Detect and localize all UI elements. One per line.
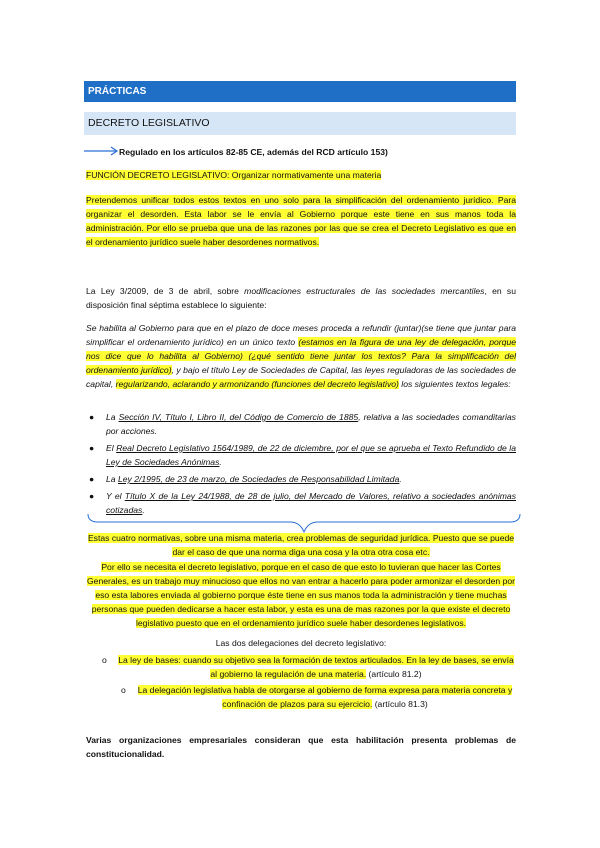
quote-paragraph xyxy=(86,321,516,391)
quote-s1: Se habilita al Gobierno para que en el plazo de doce meses proceda a refundir (juntar)(se tiene que juntar para simplificar el ordenamiento jurídico) en un único texto xyxy=(86,323,516,347)
item-reference: Real Decreto Legislativo 1564/1989, de 22 de diciembre, por el que se aprueba el Texto Refundido de la Ley de Sociedades Anónimas xyxy=(106,443,516,467)
quote-s4: regularizando, aclarando y armonizando (funciones del decreto legislativo) xyxy=(115,379,399,389)
section-title: PRÁCTICAS xyxy=(88,86,147,97)
law-intro-a: La Ley 3/2009, de 3 de abril, sobre xyxy=(86,286,245,296)
law-intro-title: modificaciones estructurales de las sociedades mercantiles xyxy=(244,286,485,296)
function-text: FUNCIÓN DECRETO LEGISLATIVO: Organizar normativamente una materia xyxy=(86,170,382,180)
delegation-marker-2: o xyxy=(121,685,126,695)
bullet-icon: ● xyxy=(89,412,95,422)
delegation-marker-1: o xyxy=(102,655,107,665)
bullet-icon: ● xyxy=(89,491,95,501)
item-suffix: . xyxy=(219,457,222,467)
note-four-text: Estas cuatro normativas, sobre una misma materia, crea problemas de seguridad jurídica. Puesto que se puede dar el caso de que una norma diga una cosa y la otra otra cosa etc. xyxy=(87,533,515,557)
note-four-laws xyxy=(86,531,516,559)
note-need-decree xyxy=(86,560,516,630)
bullet-icon: ● xyxy=(89,474,95,484)
item-suffix: , relativa a las sociedades comanditarias por acciones. xyxy=(106,412,516,436)
purpose-text: Pretendemos unificar todos estos textos en uno solo para la simplificación del ordenamiento jurídico. Para organizar el desorden. Esta labor se le envía al Gobierno porque este tiene en sus manos toda la administración. Por ello se prueba que una de las razones por las que se crea el Decreto Legislativo es que en el ordenamiento jurídico suele haber desordenes normativos. xyxy=(86,195,516,247)
item-reference: Título X de la Ley 24/1988, de 28 de julio, del Mercado de Valores, relativo a sociedades anónimas cotizadas xyxy=(106,491,516,515)
item-prefix: La xyxy=(106,474,118,484)
subtitle: DECRETO LEGISLATIVO xyxy=(88,117,210,129)
item-prefix: La xyxy=(106,412,119,422)
delegations-title: Las dos delegaciones del decreto legislativo: xyxy=(215,638,387,648)
purpose-paragraph xyxy=(86,193,516,249)
list-item xyxy=(86,410,516,438)
quote-s2: (estamos en la figura de una ley de delegación, porque nos dice que lo habilita al Gobierno) (¿qué sentido tiene juntar los textos? Para la simplificación del ordenamiento jurídico) xyxy=(86,337,517,375)
arrow-annotation-icon xyxy=(82,144,122,158)
bullet-icon: ● xyxy=(89,443,95,453)
delegation-1-text: La ley de bases: cuando su objetivo sea la formación de textos articulados. En la ley de bases, se envía al gobierno la regulación de una materia. xyxy=(118,655,514,679)
closing-paragraph: Varias organizaciones empresariales consideran que esta habilitación presenta problemas de constitucionalidad. xyxy=(86,735,516,759)
item-reference: Ley 2/1995, de 23 de marzo, de Sociedades de Responsabilidad Limitada xyxy=(117,474,400,484)
law-intro-c: , en su disposición final séptima establece lo siguiente: xyxy=(86,286,516,310)
subtitle-bar xyxy=(84,112,516,135)
item-prefix: Y el xyxy=(106,491,125,501)
delegation-item-1 xyxy=(116,653,516,681)
item-suffix: . xyxy=(142,505,145,515)
delegation-2-ref: (artículo 81.3) xyxy=(374,699,428,709)
item-reference: Sección IV, Título I, Libro II, del Código de Comercio de 1885 xyxy=(118,412,359,422)
quote-s5: los siguientes textos legales: xyxy=(398,379,511,389)
function-line xyxy=(86,168,516,182)
legal-texts-list xyxy=(86,410,516,520)
list-item xyxy=(86,472,516,486)
quote-s3: , y bajo el título Ley de Sociedades de Capital, las leyes reguladoras de las sociedades de capital, xyxy=(86,365,516,389)
item-suffix: . xyxy=(399,474,402,484)
item-prefix: El xyxy=(106,443,117,453)
law-intro-paragraph xyxy=(86,284,516,312)
delegation-item-2 xyxy=(135,683,515,711)
regulated-line: Regulado en los artículos 82-85 CE, además del RCD artículo 153) xyxy=(119,147,388,157)
note-need-text: Por ello se necesita el decreto legislativo, porque en el caso de que esto lo tuvieran que hacer las Cortes Generales, es un trabajo muy minucioso que ellos no van entrar a hacerlo para poder armonizar el desorden por eso esta labores enviada al gobierno porque éste tiene en sus manos toda la administración y tiene muchas personas que pueden dedicarse a hacer esta labor, y esta es una de mas razones por la que existe el decreto legislativo puesto que en el ordenamiento jurídico suele haber desordenes legislativos. xyxy=(86,562,516,628)
section-title-bar xyxy=(84,81,516,102)
list-item xyxy=(86,441,516,469)
delegation-2-text: La delegación legislativa habla de otorgarse al gobierno de forma expresa para materia concreta y confinación de plazos para su ejercicio. xyxy=(137,685,513,709)
delegation-1-ref: (artículo 81.2) xyxy=(368,669,422,679)
